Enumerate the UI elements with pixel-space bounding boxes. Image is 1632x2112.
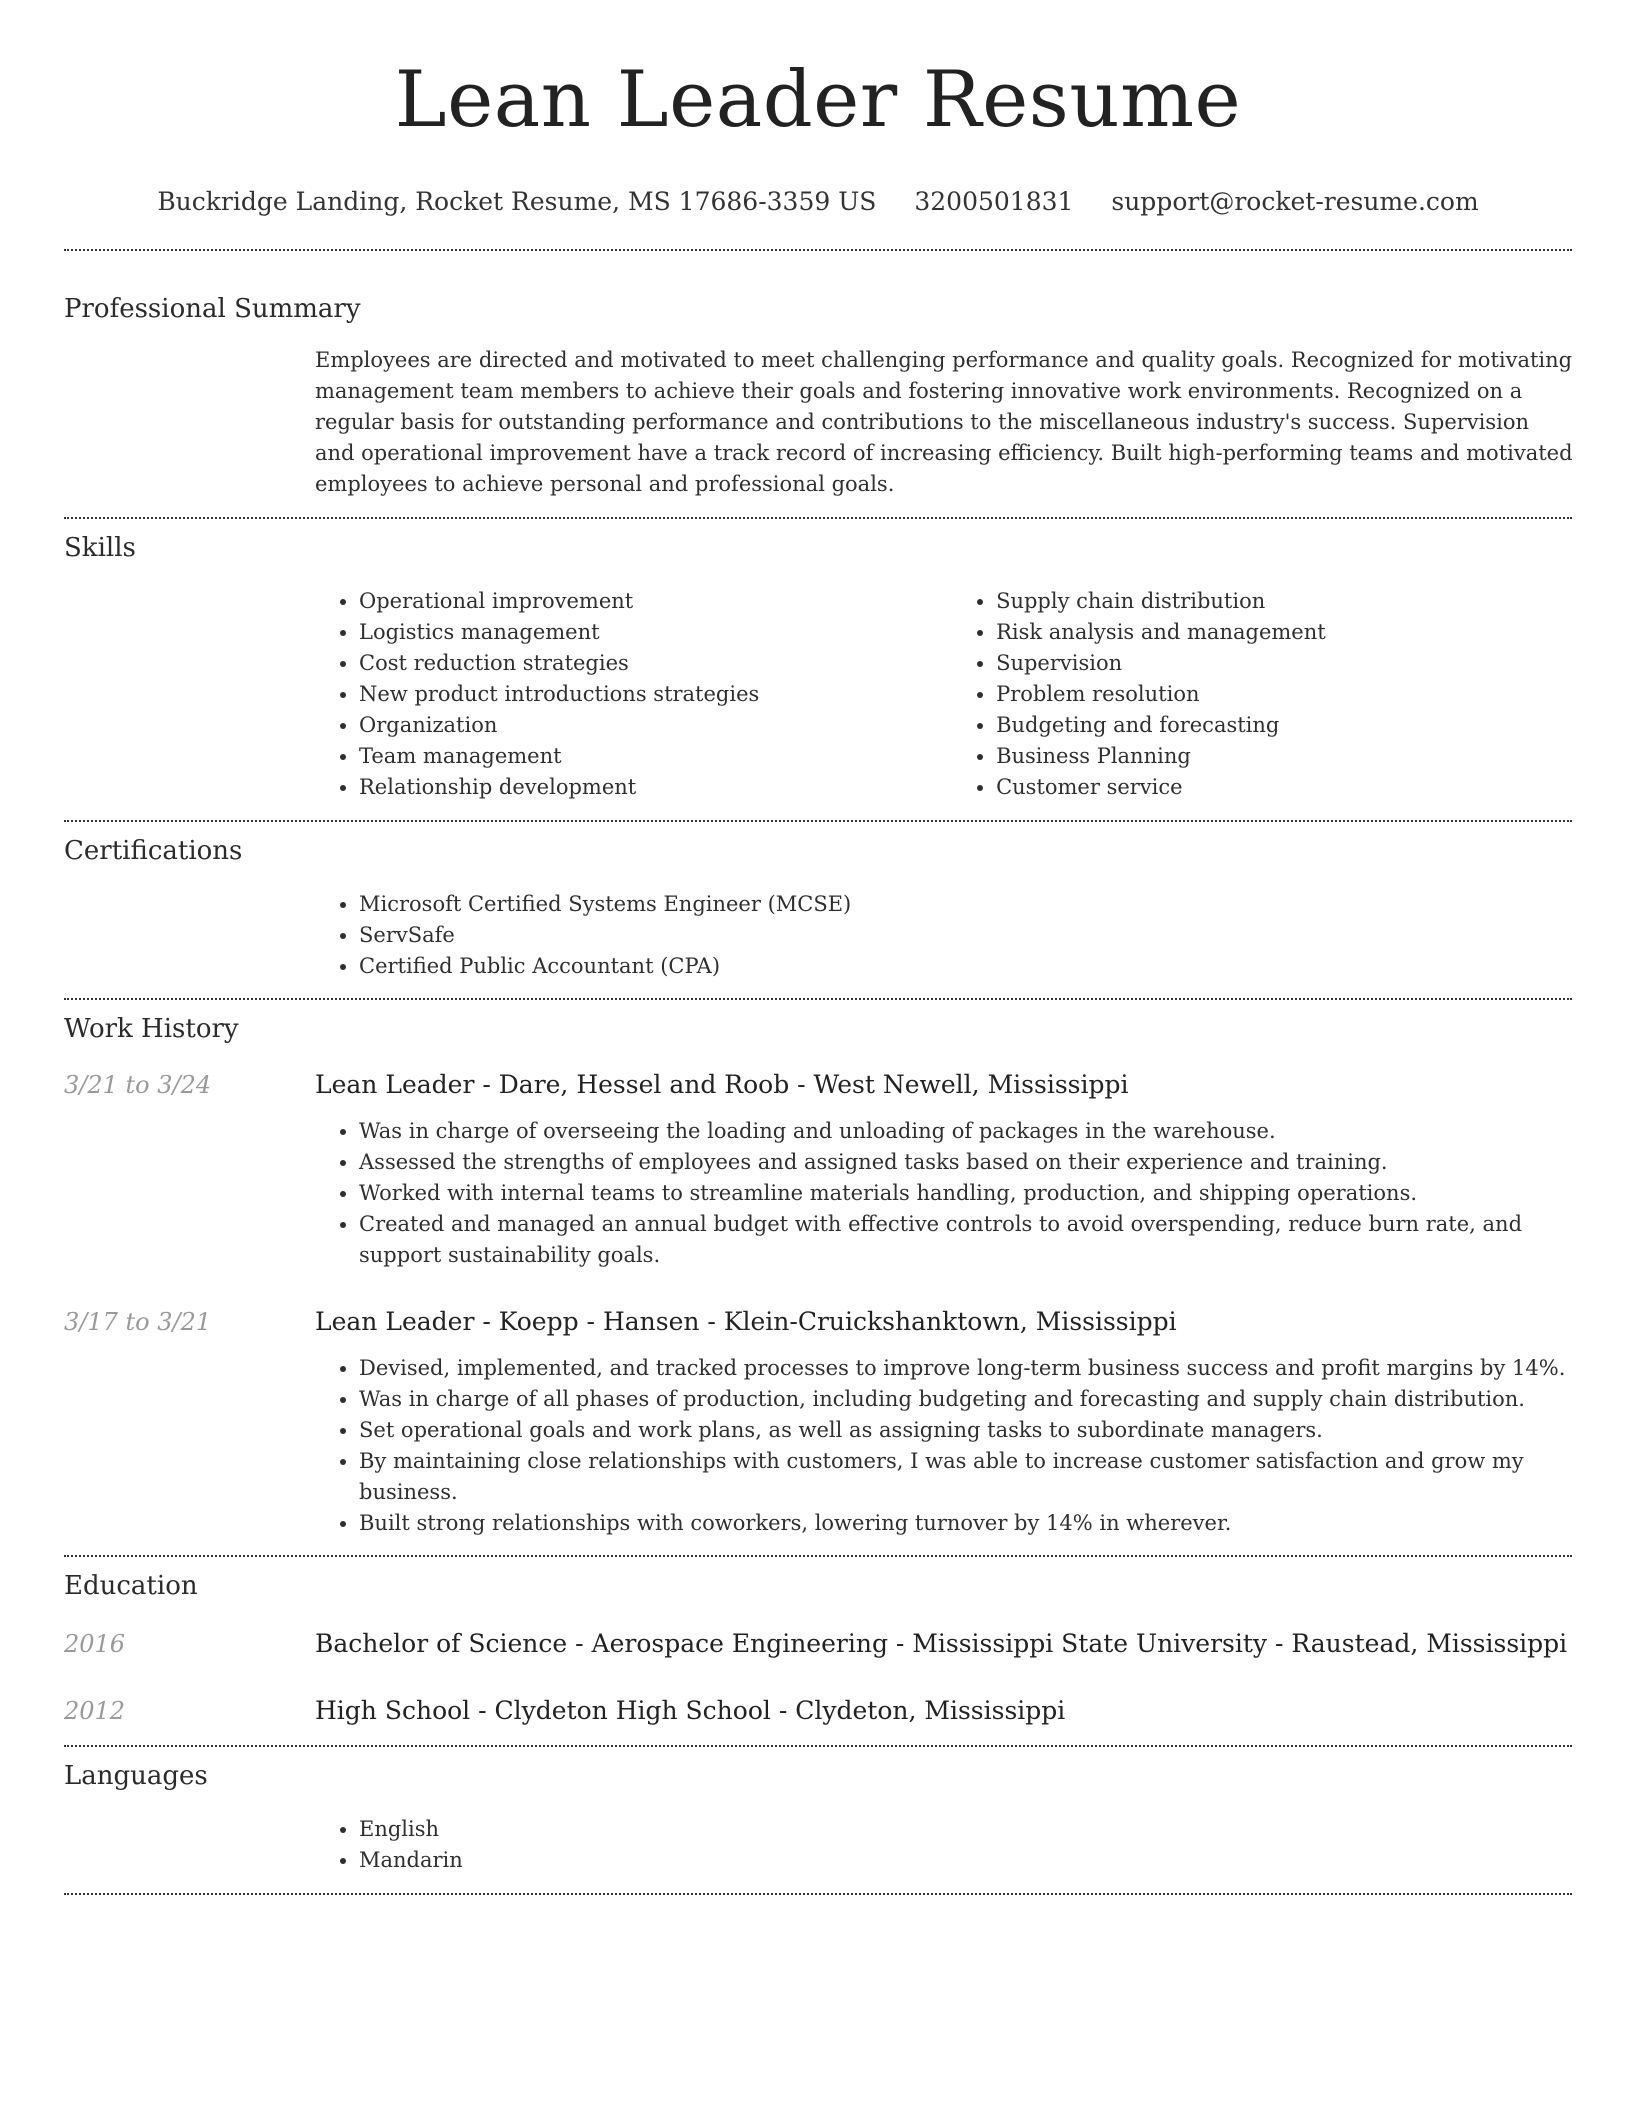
contact-address: Buckridge Landing, Rocket Resume, MS 17686-3359 US bbox=[157, 187, 877, 216]
skills-section bbox=[64, 531, 1572, 803]
list-item: • Supply chain distribution bbox=[996, 586, 1572, 617]
job-dates: 3/21 to 3/24 bbox=[64, 1071, 212, 1099]
job-entry bbox=[64, 1305, 1572, 1539]
job-dates: 3/17 to 3/21 bbox=[64, 1308, 212, 1336]
education-detail: Bachelor of Science - Aerospace Engineering - Mississippi State University - Raustead, Mississippi bbox=[315, 1629, 1568, 1658]
divider bbox=[64, 1745, 1572, 1747]
education-year: 2012 bbox=[64, 1697, 126, 1725]
list-item: • Created and managed an annual budget with effective controls to avoid overspending, reduce burn rate, and support sustainability goals. bbox=[359, 1209, 1572, 1271]
certifications-section bbox=[64, 834, 1572, 982]
list-item: • Devised, implemented, and tracked processes to improve long-term business success and profit margins by 14%. bbox=[359, 1353, 1572, 1384]
list-item: • Certified Public Accountant (CPA) bbox=[359, 951, 1572, 982]
languages-list bbox=[315, 1814, 1572, 1876]
skills-list-left bbox=[315, 586, 908, 803]
list-item: • By maintaining close relationships with customers, I was able to increase customer satisfaction and grow my business. bbox=[359, 1446, 1572, 1508]
work-section bbox=[64, 1012, 1572, 1539]
divider bbox=[64, 820, 1572, 822]
list-item: • Was in charge of all phases of production, including budgeting and forecasting and supply chain distribution. bbox=[359, 1384, 1572, 1415]
list-item: • Worked with internal teams to streamline materials handling, production, and shipping operations. bbox=[359, 1178, 1572, 1209]
list-item: • English bbox=[359, 1814, 1572, 1845]
education-entry bbox=[64, 1627, 1572, 1661]
contact-email: support@rocket-resume.com bbox=[1111, 187, 1479, 216]
list-item: • Risk analysis and management bbox=[996, 617, 1572, 648]
summary-content bbox=[315, 345, 1572, 500]
skills-list-right bbox=[952, 586, 1572, 803]
summary-section bbox=[64, 292, 1572, 500]
list-item: • Set operational goals and work plans, as well as assigning tasks to subordinate managers. bbox=[359, 1415, 1572, 1446]
job-entry bbox=[64, 1068, 1572, 1271]
section-title-skills: Skills bbox=[64, 533, 136, 563]
job-bullets bbox=[315, 1116, 1572, 1271]
skills-content bbox=[315, 586, 1572, 803]
section-title-certifications: Certifications bbox=[64, 836, 243, 866]
list-item: • Team management bbox=[359, 741, 908, 772]
education-year: 2016 bbox=[64, 1630, 126, 1658]
summary-text: Employees are directed and motivated to meet challenging performance and quality goals. Recognized for motivating management team members to achieve their goals and fostering innovative work environments. Recognized on a regular basis for outstanding performance and contributions to the miscellaneous industry's success. Supervision and operational improvement have a track record of increasing efficiency. Built high-performing teams and motivated employees to achieve personal and professional goals. bbox=[315, 348, 1573, 496]
languages-content bbox=[315, 1814, 1572, 1876]
section-title-work: Work History bbox=[64, 1014, 239, 1044]
list-item: • Budgeting and forecasting bbox=[996, 710, 1572, 741]
list-item: • Relationship development bbox=[359, 772, 908, 803]
divider bbox=[64, 517, 1572, 519]
certifications-list bbox=[315, 889, 1572, 982]
contact-phone: 3200501831 bbox=[914, 187, 1074, 216]
job-title: Lean Leader - Dare, Hessel and Roob - West Newell, Mississippi bbox=[315, 1070, 1129, 1099]
list-item: • New product introductions strategies bbox=[359, 679, 908, 710]
resume-title: Lean Leader Resume bbox=[394, 55, 1242, 145]
job-bullets bbox=[315, 1353, 1572, 1539]
list-item: • Microsoft Certified Systems Engineer (MCSE) bbox=[359, 889, 1572, 920]
list-item: • Assessed the strengths of employees and assigned tasks based on their experience and training. bbox=[359, 1147, 1572, 1178]
list-item: • Logistics management bbox=[359, 617, 908, 648]
list-item: • Supervision bbox=[996, 648, 1572, 679]
list-item: • Problem resolution bbox=[996, 679, 1572, 710]
list-item: • Business Planning bbox=[996, 741, 1572, 772]
divider bbox=[64, 1893, 1572, 1895]
list-item: • Operational improvement bbox=[359, 586, 908, 617]
languages-section bbox=[64, 1759, 1572, 1876]
divider bbox=[64, 1555, 1572, 1557]
certifications-content bbox=[315, 889, 1572, 982]
contact-line bbox=[64, 185, 1572, 219]
section-title-summary: Professional Summary bbox=[64, 294, 361, 324]
job-header bbox=[64, 1068, 1572, 1102]
list-item: • Organization bbox=[359, 710, 908, 741]
education-detail: High School - Clydeton High School - Clydeton, Mississippi bbox=[315, 1696, 1066, 1725]
job-bullet-list bbox=[315, 1116, 1572, 1271]
education-section bbox=[64, 1569, 1572, 1728]
list-item: • Was in charge of overseeing the loading and unloading of packages in the warehouse. bbox=[359, 1116, 1572, 1147]
list-item: • Mandarin bbox=[359, 1845, 1572, 1876]
job-header bbox=[64, 1305, 1572, 1339]
list-item: • Customer service bbox=[996, 772, 1572, 803]
job-title: Lean Leader - Koepp - Hansen - Klein-Cruickshanktown, Mississippi bbox=[315, 1307, 1177, 1336]
job-bullet-list bbox=[315, 1353, 1572, 1539]
list-item: • Cost reduction strategies bbox=[359, 648, 908, 679]
list-item: • Built strong relationships with coworkers, lowering turnover by 14% in wherever. bbox=[359, 1508, 1572, 1539]
resume-page bbox=[64, 0, 1572, 1895]
divider bbox=[64, 249, 1572, 251]
section-title-education: Education bbox=[64, 1571, 198, 1601]
list-item: • ServSafe bbox=[359, 920, 1572, 951]
education-entry bbox=[64, 1694, 1572, 1728]
divider bbox=[64, 998, 1572, 1000]
section-title-languages: Languages bbox=[64, 1761, 208, 1791]
